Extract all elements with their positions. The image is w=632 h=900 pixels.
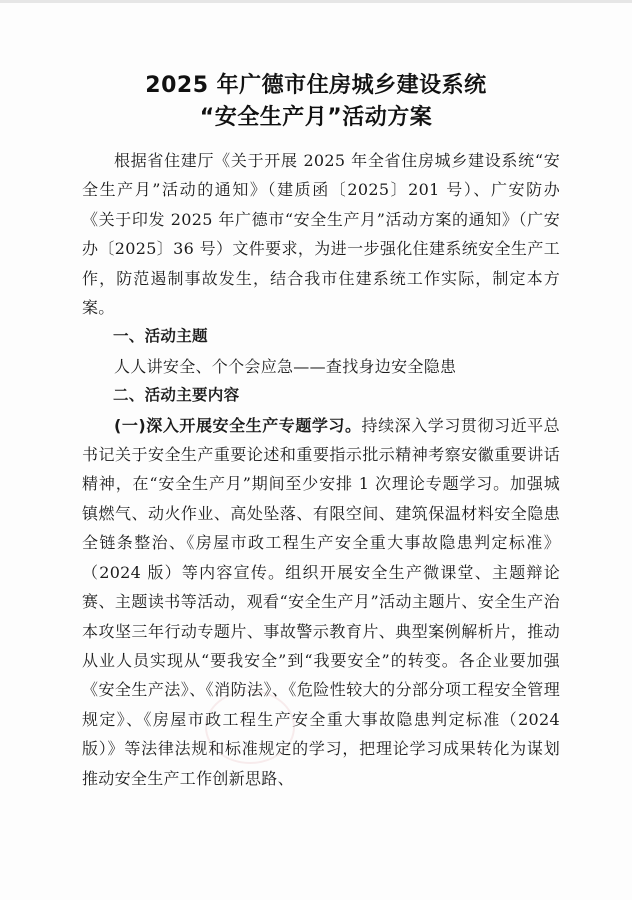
document-title-line1: 2025 年广德市住房城乡建设系统 xyxy=(145,73,487,98)
page-top-border xyxy=(0,0,632,3)
section1-text: 人人讲安全、个个会应急——查找身边安全隐患 xyxy=(114,356,457,376)
document-title-line2: “安全生产月”活动方案 xyxy=(199,105,433,130)
document-body xyxy=(82,146,560,793)
item1-text: 持续深入学习贯彻习近平总书记关于安全生产重要论述和重要指示批示精神考察安徽重要讲话精神，在“安全生产月”期间至少安排 1 次理论专题学习。加强城镇燃气、动火作业、高处坠落、有限空间、建筑保温材料安全隐患全链条整治、《房屋市政工程生产安全重大事故隐患判定标准》（2024 版）等内容宣传。组织开展安全生产微课堂、主题辩论赛、主题读书等活动，观看“安全生产月”活动主题片、安全生产治本攻坚三年行动专题片、事故警示教育片、典型案例解析片，推动从业人员实现从“要我安全”到“我要安全”的转变。各企业要加强《安全生产法》、《消防法》、《危险性较大的分部分项工程安全管理规定》、《房屋市政工程生产安全重大事故隐患判定标准（2024 版）》等法律法规和标准规定的学习，把理论学习成果转化为谋划推动安全生产工作创新思路、 xyxy=(82,415,560,788)
intro-paragraph: 根据省住建厅《关于开展 2025 年全省住房城乡建设系统“安全生产月”活动的通知》（建质函〔2025〕201 号）、广安防办《关于印发 2025 年广德市“安全生产月”活动方案的通知》（广安办〔2025〕36 号）文件要求，为进一步强化住建系统安全生产工作，防范遏制事故发生，结合我市住建系统工作实际，制定本方案。 xyxy=(82,151,560,318)
item1-heading: (一)深入开展安全生产专题学习。 xyxy=(114,415,362,435)
item1-paragraph xyxy=(82,411,560,793)
section1-heading: 一、活动主题 xyxy=(113,327,208,346)
section2-heading: 二、活动主要内容 xyxy=(113,386,240,405)
